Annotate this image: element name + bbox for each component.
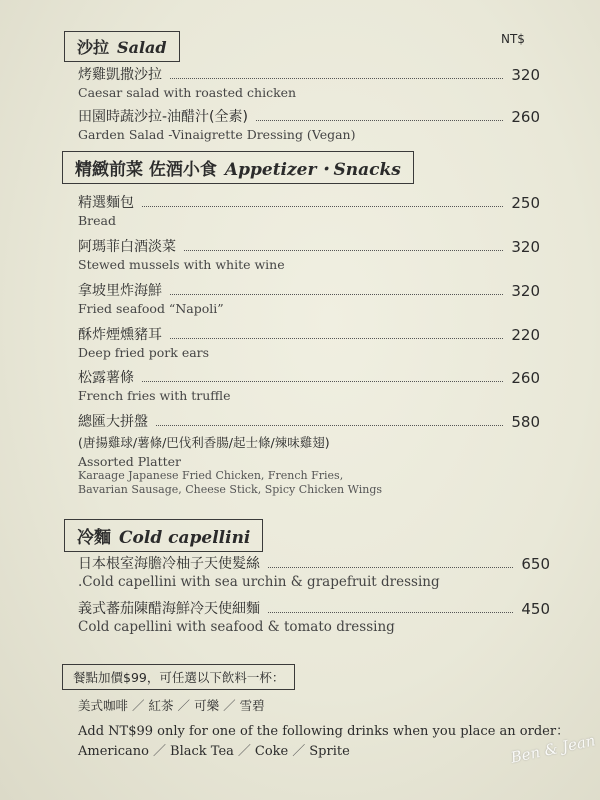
drinks-note-en: Add NT$99 only for one of the following drinks when you place an order： bbox=[78, 724, 570, 739]
item-name-zh: 酥炸煙燻豬耳 bbox=[78, 327, 162, 343]
menu-item-platter bbox=[78, 411, 540, 497]
item-price: 320 bbox=[511, 238, 540, 256]
item-name-zh: 烤雞凱撒沙拉 bbox=[78, 67, 162, 83]
item-name-zh: 阿瑪菲白酒淡菜 bbox=[78, 239, 176, 255]
item-price: 250 bbox=[511, 194, 540, 212]
item-price: 220 bbox=[511, 326, 540, 344]
watermark: Ben & Jean bbox=[509, 731, 597, 767]
item-price: 450 bbox=[521, 600, 550, 618]
dot-leader bbox=[184, 250, 503, 251]
section-title-en: Appetizer・Snacks bbox=[224, 160, 401, 180]
dot-leader bbox=[268, 612, 513, 613]
item-name-zh: 總匯大拼盤 bbox=[78, 414, 148, 430]
section-title-zh: 沙拉 bbox=[77, 38, 110, 57]
item-name-en: Cold capellini with seafood & tomato dressing bbox=[78, 619, 395, 635]
section-title-en: Cold capellini bbox=[119, 528, 251, 548]
menu-item bbox=[78, 553, 550, 590]
menu-item bbox=[78, 367, 540, 403]
item-name-zh: 義式蕃茄陳醋海鮮冷天使細麵 bbox=[78, 601, 260, 617]
separator: ／ bbox=[223, 698, 236, 713]
menu-item bbox=[78, 280, 540, 316]
separator: ／ bbox=[132, 698, 145, 713]
dot-leader bbox=[142, 381, 503, 382]
section-title-salad bbox=[64, 31, 180, 62]
item-name-zh: 拿坡里炸海鮮 bbox=[78, 283, 162, 299]
section-title-zh: 精緻前菜 佐酒小食 bbox=[75, 160, 217, 180]
menu-item bbox=[78, 236, 540, 272]
section-title-capellini bbox=[64, 519, 263, 552]
item-name-en: Caesar salad with roasted chicken bbox=[78, 85, 297, 100]
separator: ／ bbox=[292, 744, 306, 759]
currency-label: NT$ bbox=[501, 32, 525, 46]
drink-option: Americano bbox=[78, 744, 150, 759]
separator: ／ bbox=[177, 698, 191, 713]
separator: ／ bbox=[237, 744, 251, 759]
item-detail: Karaage Japanese Fried Chicken, French Fries, bbox=[78, 469, 344, 482]
dot-leader bbox=[170, 338, 503, 339]
item-price: 320 bbox=[511, 282, 540, 300]
menu-item bbox=[78, 106, 540, 142]
item-name-en: Stewed mussels with white wine bbox=[78, 257, 285, 272]
dot-leader bbox=[268, 567, 513, 568]
item-price: 580 bbox=[511, 413, 540, 431]
item-price: 260 bbox=[511, 108, 540, 126]
dot-leader bbox=[142, 206, 503, 207]
drink-option: 紅茶 bbox=[148, 698, 174, 713]
item-name-en: Deep fried pork ears bbox=[78, 345, 210, 360]
drink-option: 美式咖啡 bbox=[78, 698, 129, 713]
item-name-en: Bread bbox=[78, 213, 117, 228]
item-name-en: Assorted Platter bbox=[78, 454, 182, 469]
item-name-zh: 田園時蔬沙拉-油醋汁(全素) bbox=[78, 109, 248, 125]
drink-option: Sprite bbox=[309, 744, 350, 759]
drink-option: Coke bbox=[254, 744, 289, 759]
item-name-zh: 松露薯條 bbox=[78, 370, 134, 386]
item-price: 320 bbox=[511, 66, 540, 84]
menu-item bbox=[78, 324, 540, 360]
section-title-zh: 冷麵 bbox=[77, 528, 111, 548]
item-name-en: French fries with truffle bbox=[78, 388, 231, 403]
dot-leader bbox=[170, 294, 503, 295]
drinks-list-zh bbox=[78, 696, 265, 714]
drink-option: 雪碧 bbox=[239, 698, 265, 713]
drink-option: 可樂 bbox=[194, 698, 220, 713]
menu-item bbox=[78, 192, 540, 228]
item-price: 260 bbox=[511, 369, 540, 387]
drink-option: Black Tea bbox=[170, 744, 234, 759]
item-name-en: Fried seafood “Napoli” bbox=[78, 301, 224, 316]
dot-leader bbox=[170, 78, 503, 79]
item-detail: Bavarian Sausage, Cheese Stick, Spicy Chicken Wings bbox=[78, 483, 383, 496]
drink-offer-box: 餐點加價$99，可任選以下飲料一杯： bbox=[62, 664, 295, 690]
item-name-zh: 精選麵包 bbox=[78, 195, 134, 211]
menu-item bbox=[78, 64, 540, 100]
item-price: 650 bbox=[521, 555, 550, 573]
item-name-zh: 日本根室海膽冷柚子天使髮絲 bbox=[78, 556, 260, 572]
section-title-appetizer bbox=[62, 151, 414, 184]
dot-leader bbox=[156, 425, 503, 426]
drinks-list-en bbox=[78, 740, 350, 759]
dot-leader bbox=[256, 120, 503, 121]
separator: ／ bbox=[153, 744, 167, 759]
menu-item bbox=[78, 598, 550, 635]
item-note-zh: (唐揚雞球/薯條/巴伐利香腸/起士條/辣味雞翅) bbox=[78, 435, 330, 450]
item-name-en: .Cold capellini with sea urchin & grapefruit dressing bbox=[78, 574, 440, 590]
item-name-en: Garden Salad -Vinaigrette Dressing (Vegan) bbox=[78, 127, 356, 142]
section-title-en: Salad bbox=[117, 38, 167, 57]
